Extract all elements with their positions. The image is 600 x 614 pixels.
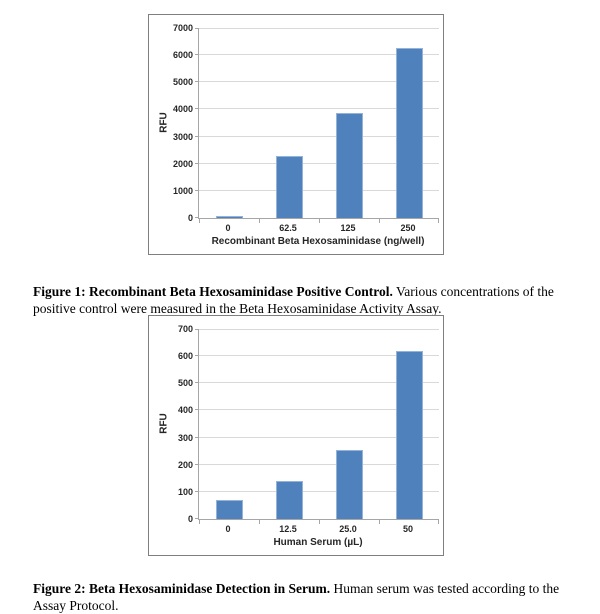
x-tick-labels — [198, 524, 438, 535]
bar — [336, 450, 363, 519]
x-tick-label: 125 — [340, 223, 356, 233]
y-tick-label: 500 — [177, 378, 193, 389]
y-tick-label: 1000 — [172, 185, 193, 196]
figure2-caption — [33, 580, 580, 614]
y-tick-mark — [195, 355, 199, 356]
y-tick-label: 6000 — [172, 50, 193, 61]
bar — [336, 113, 363, 218]
y-tick-labels — [149, 324, 193, 524]
y-tick-mark — [195, 163, 199, 164]
y-axis-title: RFU — [158, 413, 170, 434]
plot-area — [198, 329, 439, 520]
y-tick-label: 7000 — [172, 23, 193, 33]
y-tick-mark — [195, 329, 199, 330]
x-tick-label: 12.5 — [279, 524, 297, 534]
y-tick-mark — [195, 437, 199, 438]
figure1-chart — [148, 14, 444, 255]
y-tick-label: 600 — [177, 351, 193, 362]
figure2-chart — [148, 315, 444, 556]
y-tick-label: 100 — [177, 486, 193, 497]
bar — [216, 500, 243, 519]
figure1-caption-body: Various concentrations of the positive control were measured in the Beta Hexosaminidase Activity Assay. — [33, 283, 554, 316]
plot-area — [198, 28, 439, 219]
x-axis-title: Recombinant Beta Hexosaminidase (ng/well) — [211, 236, 425, 247]
figure1-caption-lead: Figure 1: Recombinant Beta Hexosaminidase Positive Control. — [33, 283, 393, 299]
y-axis-title: RFU — [158, 112, 170, 133]
y-tick-labels — [149, 23, 193, 223]
bar — [276, 156, 303, 218]
y-tick-label: 400 — [177, 405, 193, 416]
bar — [276, 481, 303, 519]
x-tick-labels — [198, 223, 438, 234]
x-tick-label: 25.0 — [339, 524, 357, 534]
x-tick-label: 50 — [402, 524, 413, 534]
x-tick-mark — [438, 520, 439, 524]
y-tick-mark — [195, 518, 199, 519]
y-tick-label: 700 — [177, 324, 193, 334]
x-tick-label: 250 — [400, 223, 416, 233]
x-tick-label: 62.5 — [279, 223, 297, 233]
y-tick-mark — [195, 464, 199, 465]
y-tick-label: 200 — [177, 459, 193, 470]
y-tick-label: 5000 — [172, 77, 193, 88]
y-tick-label: 4000 — [172, 104, 193, 115]
y-tick-mark — [195, 81, 199, 82]
y-tick-mark — [195, 190, 199, 191]
bar — [396, 48, 423, 218]
bar — [396, 351, 423, 519]
x-axis-title: Human Serum (µL) — [273, 537, 363, 548]
y-tick-mark — [195, 491, 199, 492]
y-tick-mark — [195, 136, 199, 137]
figure2-caption-lead: Figure 2: Beta Hexosaminidase Detection in Serum. — [33, 580, 331, 596]
figure2-caption-body: Human serum was tested according to the Assay Protocol. — [33, 580, 560, 613]
bar — [216, 216, 243, 218]
y-tick-mark — [195, 217, 199, 218]
y-tick-label: 2000 — [172, 158, 193, 169]
y-tick-label: 3000 — [172, 131, 193, 142]
y-tick-mark — [195, 409, 199, 410]
y-tick-label: 300 — [177, 432, 193, 443]
gridline — [199, 28, 439, 29]
x-tick-mark — [438, 219, 439, 223]
gridline — [199, 329, 439, 330]
y-tick-label: 0 — [187, 514, 193, 524]
x-tick-label: 0 — [225, 223, 231, 233]
x-tick-label: 0 — [225, 524, 231, 534]
y-tick-label: 0 — [187, 213, 193, 223]
y-tick-mark — [195, 28, 199, 29]
y-tick-mark — [195, 108, 199, 109]
y-tick-mark — [195, 382, 199, 383]
figure1-caption — [33, 283, 580, 317]
y-tick-mark — [195, 54, 199, 55]
